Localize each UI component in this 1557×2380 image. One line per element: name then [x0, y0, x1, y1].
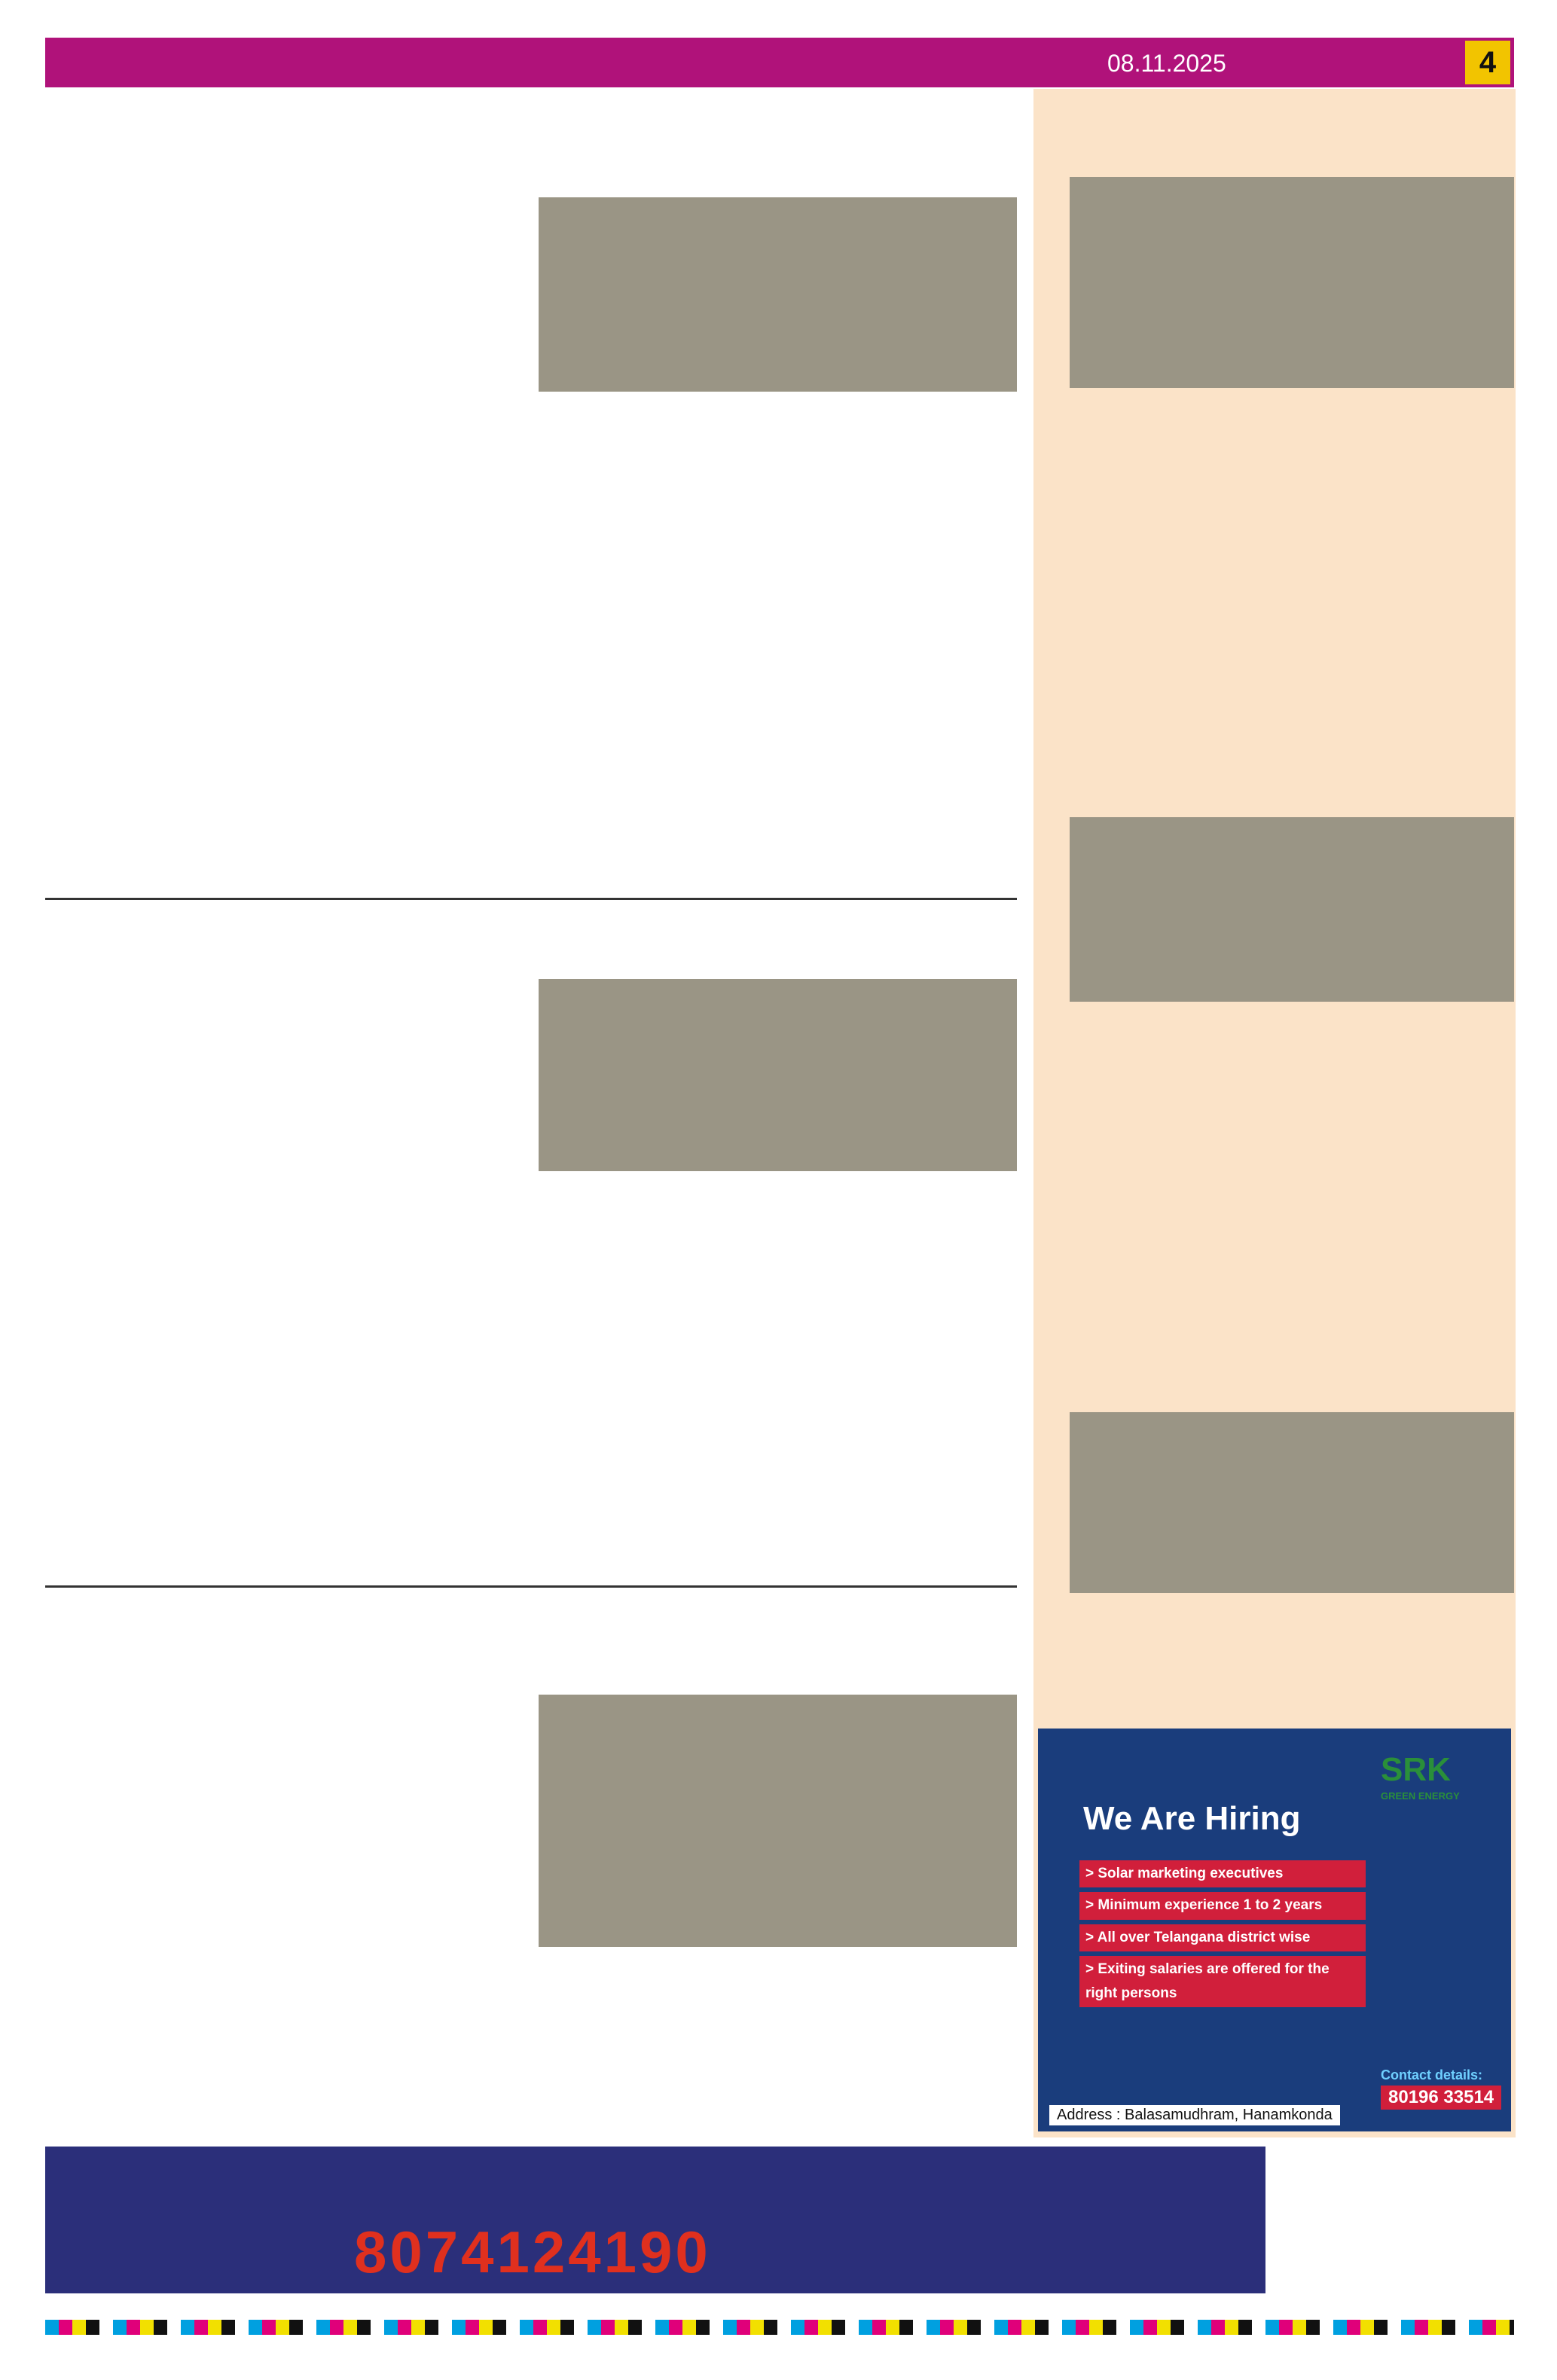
mahojwala-body	[45, 1951, 1017, 2131]
collector-photo	[539, 197, 1017, 392]
issue-date: 08.11.2025	[1107, 49, 1226, 77]
farmer-death-photo	[1070, 177, 1514, 388]
ad-phone: 80196 33514	[1381, 2086, 1501, 2110]
students-formation-body	[1040, 1009, 1510, 1348]
ad-points	[1079, 1860, 1366, 2012]
page-number: 4	[1465, 41, 1510, 84]
jubilee-hills-photo	[539, 979, 1017, 1171]
mahojwala-photo	[539, 1695, 1017, 1947]
students-formation-photo	[1070, 817, 1514, 1002]
ad-brand-logo: SRK	[1381, 1751, 1451, 1788]
ad-point: > Minimum experience 1 to 2 years	[1079, 1892, 1366, 1919]
collector-headline	[45, 113, 1017, 173]
ad-point: > All over Telangana district wise	[1079, 1924, 1366, 1951]
jubilee-hills-headline	[45, 908, 1017, 960]
farmer-death-headline	[1040, 94, 1510, 169]
ad-title: We Are Hiring	[1083, 1800, 1301, 1837]
national-song-body	[1040, 1600, 1510, 1721]
ad-address: Address : Balasamudhram, Hanamkonda	[1049, 2105, 1340, 2125]
banner-phone: 8074124190	[354, 2219, 711, 2285]
collector-body	[45, 392, 1017, 881]
national-song-headline	[1040, 1356, 1510, 1401]
ad-contact-label: Contact details:	[1381, 2067, 1483, 2082]
mahojwala-headline	[45, 1600, 1017, 1668]
ad-point: > Exiting salaries are offered for the right persons	[1079, 1956, 1366, 2008]
ad-point: > Solar marketing executives	[1079, 1860, 1366, 1887]
divider	[45, 1585, 1017, 1588]
national-song-photo	[1070, 1412, 1514, 1593]
ad-brand-sub: GREEN ENERGY	[1381, 1790, 1460, 1802]
registration-marks	[45, 2320, 1514, 2335]
students-formation-headline	[1040, 761, 1510, 806]
divider	[45, 898, 1017, 900]
farmer-death-body	[1040, 395, 1510, 749]
hiring-advertisement	[1038, 1729, 1511, 2131]
jubilee-hills-body	[45, 1175, 1017, 1582]
